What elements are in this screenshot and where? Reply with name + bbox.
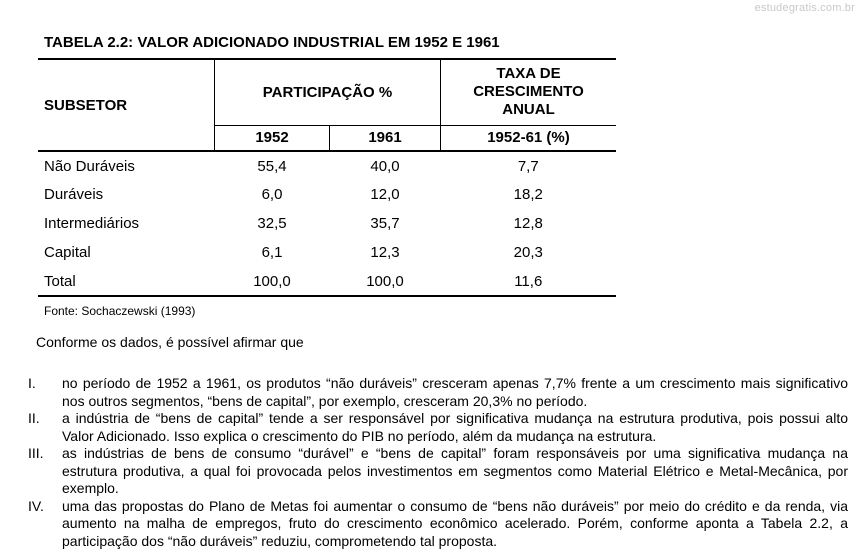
table-source: Fonte: Sochaczewski (1993) [44,304,196,318]
header-taxa-line3: ANUAL [502,101,555,119]
cell-1961: 35,7 [370,215,400,232]
cell-1961: 12,0 [370,186,400,203]
cell-1952: 6,1 [261,244,283,261]
cell-1952: 32,5 [257,215,287,232]
question-intro: Conforme os dados, é possível afirmar que [36,334,304,350]
data-table [38,58,616,297]
cell-1952: 55,4 [257,157,287,175]
cell-subsetor: Duráveis [44,186,104,203]
header-participacao: PARTICIPAÇÃO % [215,59,441,125]
statement-number: I. [28,375,36,391]
cell-subsetor: Total [38,267,215,296]
cell-1961: 40,0 [370,157,400,175]
statement-item [22,410,848,445]
table-title: TABELA 2.2: VALOR ADICIONADO INDUSTRIAL EM 1952 E 1961 [44,34,500,51]
table-row [38,209,616,238]
cell-taxa: 20,3 [513,244,543,261]
statement-number: III. [28,445,44,461]
cell-subsetor: Não Duráveis [44,157,135,175]
table-row [38,238,616,267]
cell-1952: 100,0 [215,267,330,296]
statement-list [22,375,848,550]
cell-subsetor: Intermediários [44,215,140,232]
header-subsetor: SUBSETOR [38,59,215,151]
header-1952: 1952 [215,125,330,151]
statement-number: IV. [28,497,44,514]
watermark: estudegratis.com.br [754,2,855,14]
cell-1961: 100,0 [330,267,441,296]
cell-taxa: 7,7 [517,157,539,175]
statement-text: as indústrias de bens de consumo “durável” e “bens de capital” foram responsáveis por uma significativa mudança na estrutura produtiva, a qual foi provocada pelos investimentos em segmentos como Material Elétrico e Metal-Mecânica, por exemplo. [62,445,848,496]
statement-text: uma das propostas do Plano de Metas foi aumentar o consumo de “bens não duráveis” por meio do crédito e da renda, via aumento na malha de empregos, fruto do crescimento econômico acelerado. Porém, conforme aponta a Tabela 2.2, a participação dos “não duráveis” reduziu, comprometendo tal proposta. [62,497,848,549]
statement-item [22,375,848,410]
table-row [38,267,616,296]
cell-1961: 12,3 [370,244,400,261]
statement-number: II. [28,410,40,426]
header-taxa [441,59,617,125]
header-1961: 1961 [330,125,441,151]
statement-text: no período de 1952 a 1961, os produtos “não duráveis” cresceram apenas 7,7% frente a um crescimento mais significativo nos outros segmentos, “bens de capital”, por exemplo, cresceram 20,3% no período. [62,375,848,409]
cell-taxa: 18,2 [513,186,543,203]
table-row [38,151,616,180]
table-row [38,180,616,209]
header-period: 1952-61 (%) [441,125,617,151]
cell-taxa: 12,8 [513,215,543,232]
statement-item [22,498,848,551]
cell-taxa: 11,6 [441,267,617,296]
header-taxa-line2: CRESCIMENTO [473,83,584,101]
cell-subsetor: Capital [44,244,91,261]
statement-text: a indústria de “bens de capital” tende a ser responsável por significativa mudança na estrutura produtiva, pois possui alto Valor Adicionado. Isso explica o crescimento do PIB no período, além da mudança na estrutura. [62,410,848,444]
statement-item [22,445,848,498]
header-taxa-line1: TAXA DE [496,65,561,83]
cell-1952: 6,0 [261,186,283,203]
